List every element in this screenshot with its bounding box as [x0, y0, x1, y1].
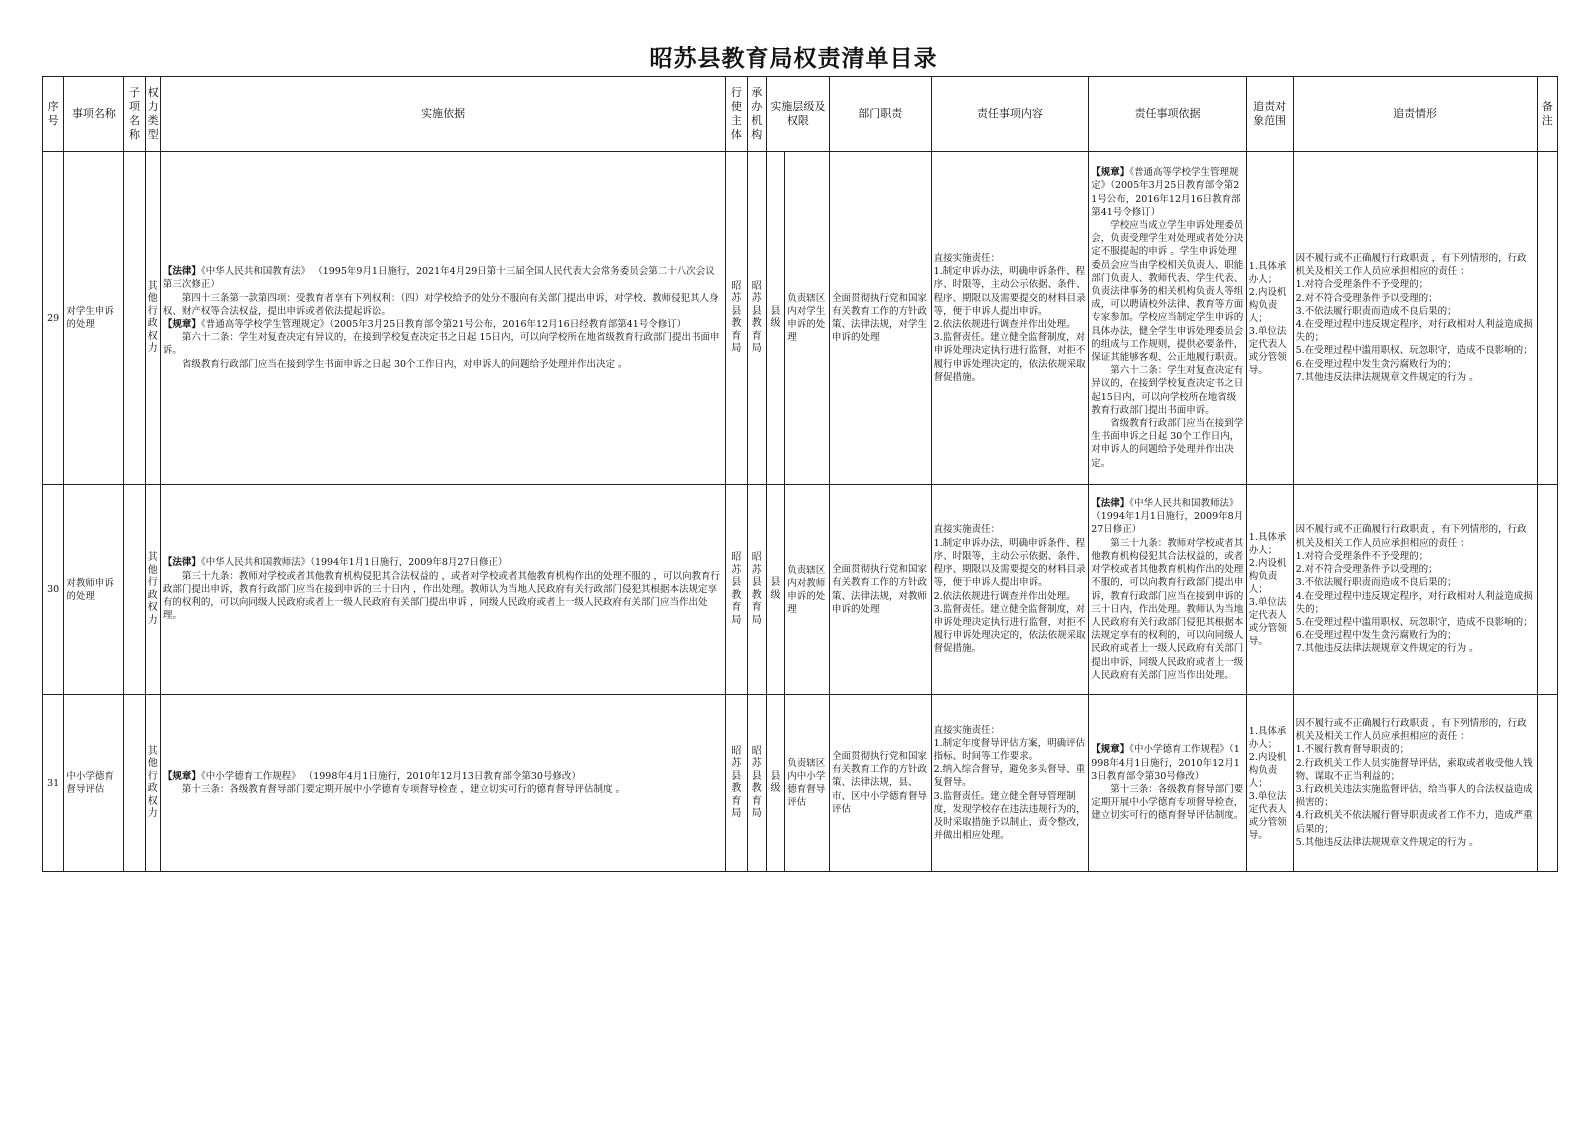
- row-acct-cases: 因不履行或不正确履行行政职责 ，有下列情形的，行政机关及相关工作人员应承担相应的责任 ： 1.对符合受理条件不予受理的； 2.对不符合受理条件予以受理的； 3.不依法履行职责而造成不良后果的； 4.在受理过程中违反规定程序，对行政相对人利益造成损失的； 5.在受理过程中滥用职权、玩忽职守，造成不良影响的； 6.在受理过程中发生贪污腐败行为的； 7.其他违反法律法规规章文件规定的行为 。: [1293, 152, 1537, 485]
- row-subject: 昭苏县教育局: [726, 695, 747, 872]
- resp-basis-p1: 学校应当成立学生申诉处理委员会，负责受理学生对处理或者处分决定不服提起的申诉 。学生申诉处理委员会应当由学校相关负责人、职能部门负责人、教师代表、学生代表、负责法律事务的相关机构负责人等组成，可以聘请校外法律、教育等方面专家参加。学校应当制定学生申诉的具体办法，健全学生申诉处理委员会的组成与工作规则，提供必要条件，保证其能够客观、公正地履行职责。: [1091, 219, 1244, 363]
- row-resp-content: 直接实施责任： 1.制定年度督导评估方案，明确评估指标、时间等工作要求。 2.纳入综合督导，避免多头督导、重复督导。 3.监督责任。建立健全督导管理制度，发现学校存在违法违规行为的，及时采取措施予以制止，责令整改，并做出相应处理。: [931, 695, 1089, 872]
- row-level: 县级: [766, 695, 784, 872]
- header-acct-cases: 追责情形: [1293, 77, 1537, 152]
- header-resp-content: 责任事项内容: [931, 77, 1089, 152]
- header-resp-basis: 责任事项依据: [1089, 77, 1247, 152]
- basis-law-tag: 【法律】: [162, 266, 201, 278]
- basis-reg-article-1: 第十三条：各级教育督导部门要定期开展中小学德育专项督导检查 ，建立切实可行的德育督导评估制度 。: [181, 784, 625, 795]
- header-item-name: 事项名称: [64, 77, 124, 152]
- basis-law-title: 《中华人民共和国教师法》（1994年1月1日施行，2009年8月27日修正）: [200, 557, 508, 569]
- row-item-name: 对教师申诉的处理: [64, 485, 124, 695]
- header-subject: 行使主体: [726, 77, 747, 152]
- row-seq: 30: [43, 485, 64, 695]
- basis-reg-article-1: 第六十二条：学生对复查决定有异议的，在接到学校复查决定书之日起 15日内，可以向学校所在地省级教育行政部门提出书面申诉。: [162, 332, 720, 357]
- row-resp-basis: [1089, 152, 1247, 485]
- row-power-type: 其他行政权力: [145, 695, 160, 872]
- header-acct-scope: 追责对象范围: [1246, 77, 1293, 152]
- row-basis: [160, 152, 725, 485]
- row-item-name: 中小学德育督导评估: [64, 695, 124, 872]
- row-subject: 昭苏县教育局: [726, 485, 747, 695]
- header-sub-item-name: 子项名称: [124, 77, 145, 152]
- row-authority: 负责辖区内对教师申诉的处理: [785, 485, 830, 695]
- header-seq: 序号: [43, 77, 64, 152]
- resp-basis-tag: 【法律】: [1091, 498, 1130, 510]
- basis-law-title: 《中华人民共和国教育法》 （1995年9月1日施行，2021年4月29日第十三届全国人民代表大会常务委员会第二十八次会议第三次修正）: [162, 266, 715, 291]
- row-acct-scope: 1.具体承办人； 2.内设机构负责人； 3.单位法定代表人或分管领导。: [1246, 152, 1293, 485]
- header-dept-duty: 部门职责: [829, 77, 931, 152]
- resp-basis-p1: 第三十九条：教师对学校或者其他教育机构侵犯其合法权益的，或者对学校或者其他教育机构作出的处理不服的，可以向教育行政部门提出申诉，教育行政部门应当在接到申诉的三十日内，作出处理。教师认为当地人民政府有关行政部门侵犯其根据本法规定享有的权利的，可以向同级人民政府或者上一级人民政府有关部门提出申诉，同级人民政府或者上一级人民政府有关部门应当作出处理。: [1091, 537, 1244, 681]
- basis-law-tag: 【法律】: [162, 557, 201, 569]
- row-level: 县级: [766, 485, 784, 695]
- resp-basis-p3: 省级教育行政部门应当在接到学生书面申诉之日起 30个工作日内，对申诉人的问题给予处理并作出决定。: [1091, 418, 1244, 469]
- row-remarks: [1537, 695, 1557, 872]
- row-subject: 昭苏县教育局: [726, 152, 747, 485]
- resp-basis-p1: 第十三条：各级教育督导部门要定期开展中小学德育专项督导检查，建立切实可行的德育督导评估制度。: [1091, 784, 1244, 822]
- row-acct-cases: 因不履行或不正确履行行政职责 ，有下列情形的，行政机关及相关工作人员应承担相应的责任 ： 1.不履行教育督导职责的； 2.行政机关工作人员实施督导评估，索取或者收受他人钱物、谋取不正当利益的； 3.行政机关违法实施监督评估，给当事人的合法权益造成损害的； 4.行政机关不依法履行督导职责或者工作不力，造成严重后果的； 5.其他违反法律法规规章文件规定的行为 。: [1293, 695, 1537, 872]
- basis-reg-tag: 【规章】: [162, 770, 201, 782]
- resp-basis-p2: 第六十二条：学生对复查决定有异议的，在接到学校复查决定书之日起15日内，可以向学校所在地省级教育行政部门提出书面申诉。: [1091, 365, 1244, 416]
- resp-basis-tag: 【规章】: [1091, 744, 1130, 756]
- table-row: [43, 695, 1558, 872]
- header-remarks: 备注: [1537, 77, 1557, 152]
- row-resp-basis: [1089, 695, 1247, 872]
- row-seq: 29: [43, 152, 64, 485]
- row-dept-duty: 全面贯彻执行党和国家有关教育工作的方针政策、法律法规，对学生申诉的处理: [829, 152, 931, 485]
- row-power-type: 其他行政权力: [145, 485, 160, 695]
- row-resp-content: 直接实施责任： 1.制定申诉办法，明确申诉条件、程序、时限等，主动公示依据、条件、程序、期限以及需要提交的材料目录等，便于申诉人提出申诉。 2.依法依规进行调查并作出处理。 3.监督责任。建立健全监督制度，对申诉处理决定执行进行监督，对拒不履行申诉处理决定的，依法依规采取督促措施。: [931, 152, 1089, 485]
- table-row: [43, 485, 1558, 695]
- row-sub-item-name: [124, 152, 145, 485]
- row-sub-item-name: [124, 485, 145, 695]
- row-acct-scope: 1.具体承办人； 2.内设机构负责人； 3.单位法定代表人或分管领导。: [1246, 695, 1293, 872]
- row-authority: 负责辖区内对学生申诉的处理: [785, 152, 830, 485]
- row-acct-cases: 因不履行或不正确履行行政职责 ，有下列情形的，行政机关及相关工作人员应承担相应的责任 ： 1.对符合受理条件不予受理的； 2.对不符合受理条件予以受理的； 3.不依法履行职责而造成不良后果的； 4.在受理过程中违反规定程序，对行政相对人利益造成损失的； 5.在受理过程中滥用职权、玩忽职守，造成不良影响的； 6.在受理过程中发生贪污腐败行为的； 7.其他违反法律法规规章文件规定的行为 。: [1293, 485, 1537, 695]
- basis-law-article: 第四十三条第一款第四项：受教育者享有下列权利：（四）对学校给予的处分不服向有关部门提出申诉，对学校、教师侵犯其人身权、财产权等合法权益，提出申诉或者依法提起诉讼。: [162, 292, 719, 317]
- row-remarks: [1537, 485, 1557, 695]
- basis-reg-title: 《普通高等学校学生管理规定》（2005年3月25日教育部令第21号公布，2016年12月16日经教育部第41号令修订）: [200, 319, 687, 330]
- header-power-type: 权力类型: [145, 77, 160, 152]
- header-undertaking-org: 承办机构: [747, 77, 766, 152]
- row-item-name: 对学生申诉的处理: [64, 152, 124, 485]
- row-undertaking-org: 昭苏县教育局: [747, 485, 766, 695]
- header-basis: 实施依据: [160, 77, 725, 152]
- header-row: [43, 77, 1558, 152]
- row-level: 县级: [766, 152, 784, 485]
- page-title: 昭苏县教育局权责清单目录: [649, 45, 938, 72]
- row-dept-duty: 全面贯彻执行党和国家有关教育工作的方针政策、法律法规，对教师申诉的处理: [829, 485, 931, 695]
- row-acct-scope: 1.具体承办人； 2.内设机构负责人； 3.单位法定代表人或分管领导。: [1246, 485, 1293, 695]
- header-level-authority: 实施层级及权限: [766, 77, 829, 152]
- row-remarks: [1537, 152, 1557, 485]
- basis-reg-tag: 【规章】: [162, 319, 201, 330]
- row-undertaking-org: 昭苏县教育局: [747, 152, 766, 485]
- row-resp-basis: [1089, 485, 1247, 695]
- row-resp-content: 直接实施责任： 1.制定申诉办法，明确申诉条件、程序、时限等，主动公示依据、条件、程序、期限以及需要提交的材料目录等，便于申诉人提出申诉。 2.依法依规进行调查并作出处理。 3.监督责任。建立健全监督制度，对申诉处理决定执行进行监督，对拒不履行申诉处理决定的，依法依规采取督促措施。: [931, 485, 1089, 695]
- resp-basis-title: 《中小学德育工作规程》（1998年4月1日施行，2010年12月13日教育部令第30号修改）: [1091, 744, 1240, 782]
- row-dept-duty: 全面贯彻执行党和国家有关教育工作的方针政策、法律法规，县、市、区中小学德育督导评估: [829, 695, 931, 872]
- row-authority: 负责辖区内中小学德育督导评估: [785, 695, 830, 872]
- row-undertaking-org: 昭苏县教育局: [747, 695, 766, 872]
- resp-basis-title: 《中华人民共和国教师法》（1994年1月1日施行，2009年8月27日修正）: [1091, 498, 1244, 536]
- resp-basis-tag: 【规章】: [1091, 167, 1130, 179]
- table-row: [43, 152, 1558, 485]
- resp-basis-title: 《普通高等学校学生管理规定》（2005年3月25日教育部令第21号公布，2016年12月16日教育部第41号令修订）: [1091, 167, 1241, 218]
- basis-reg-article-2: 省级教育行政部门应当在接到学生书面申诉之日起 30个工作日内，对申诉人的问题给予处理并作出决定 。: [181, 358, 628, 370]
- basis-reg-title: 《中小学德育工作规程》 （1998年4月1日施行，2010年12月13日教育部令第30号修改）: [200, 770, 581, 782]
- row-basis: [160, 695, 725, 872]
- row-basis: [160, 485, 725, 695]
- row-seq: 31: [43, 695, 64, 872]
- responsibility-table: [42, 76, 1558, 872]
- row-power-type: 其他行政权力: [145, 152, 160, 485]
- row-sub-item-name: [124, 695, 145, 872]
- basis-law-article: 第三十九条：教师对学校或者其他教育机构侵犯其合法权益的 ，或者对学校或者其他教育机构作出的处理不服的 ，可以向教育行政部门提出申诉，教育行政部门应当在接到申诉的三十日内 ，作出处理。教师认为当地人民政府有关行政部门侵犯其根据本法规定享有的权利的，可以向同级人民政府或者上一级人民政府有关部门提出申诉 ，同级人民政府或者上一级人民政府有关部门应当作出处理。: [162, 570, 720, 622]
